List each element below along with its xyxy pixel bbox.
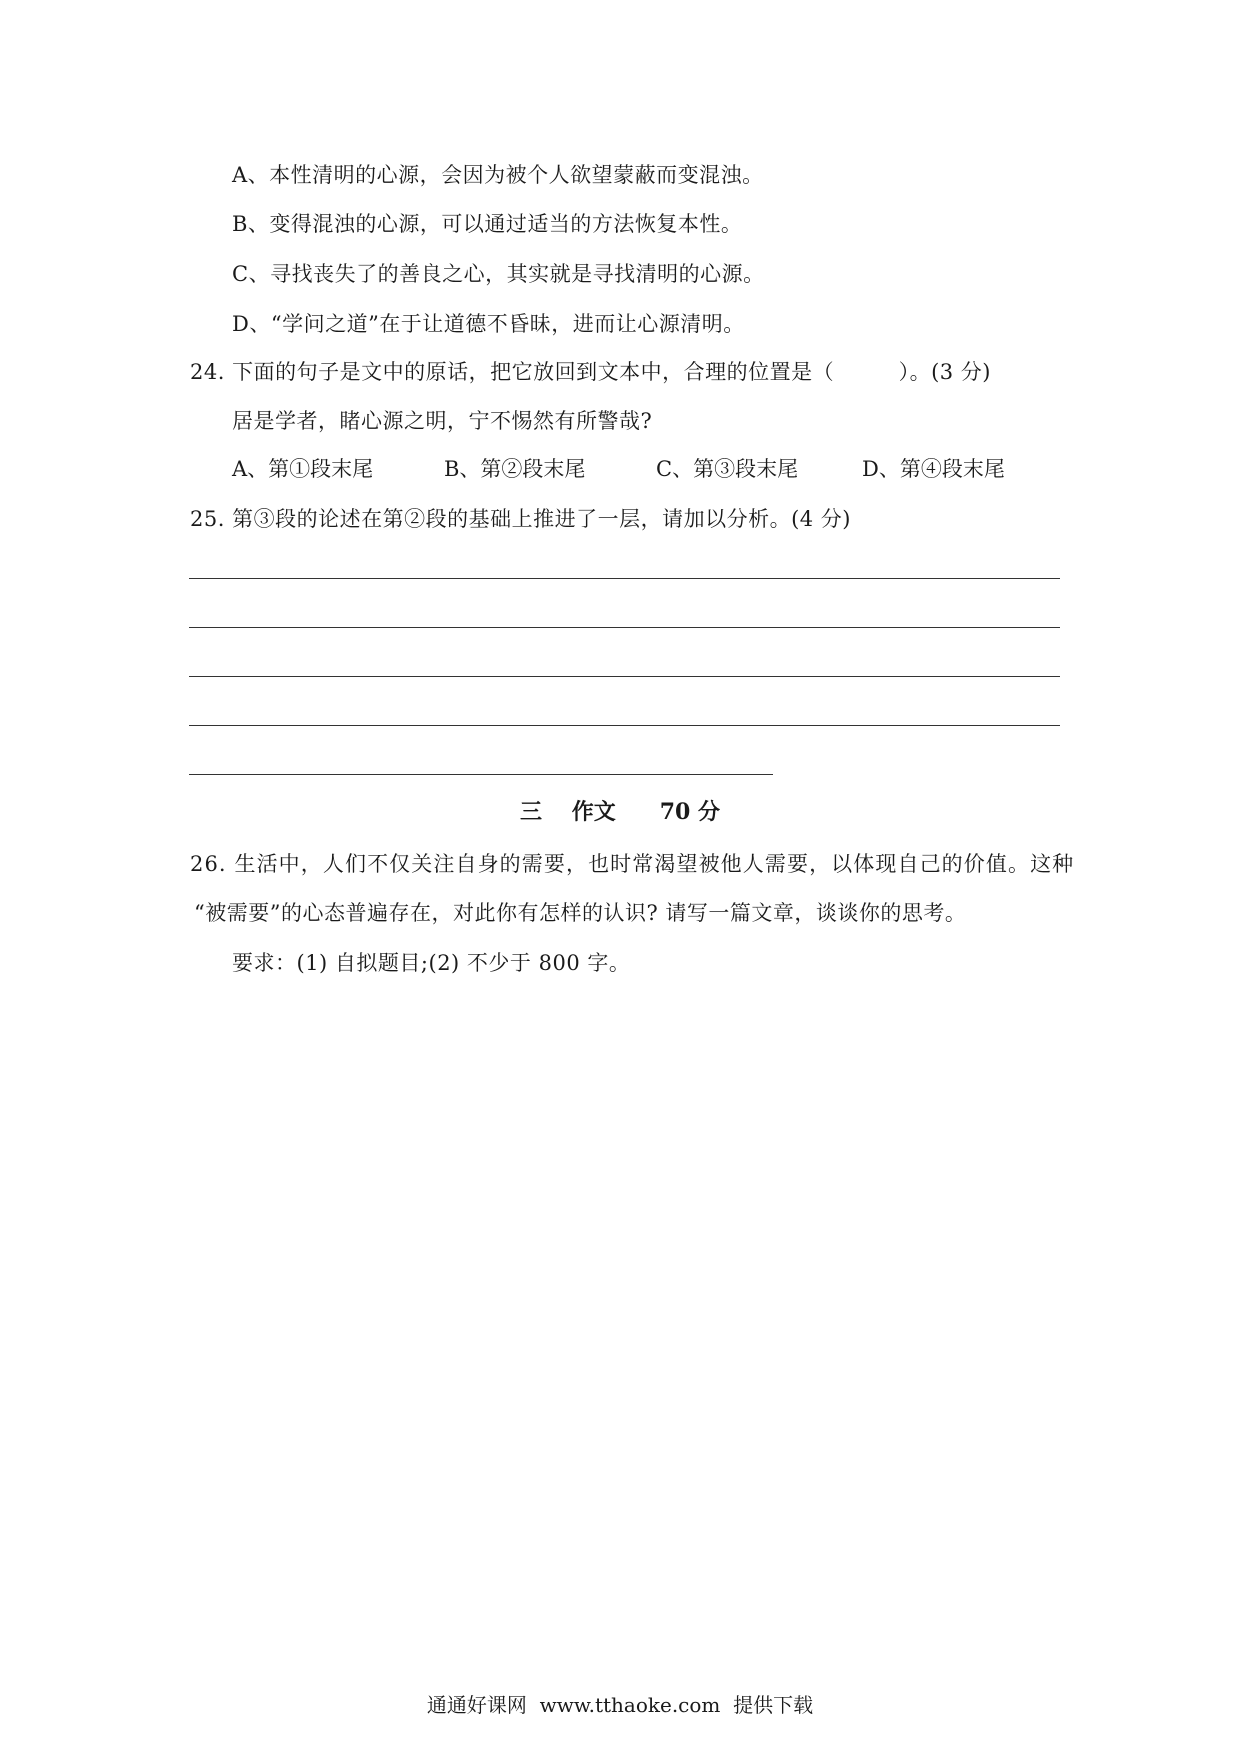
q24-stem: 24. 下面的句子是文中的原话，把它放回到文本中，合理的位置是（ ）。(3 分) (190, 360, 991, 384)
q23-option-a: A、本性清明的心源，会因为被个人欲望蒙蔽而变混浊。 (232, 163, 764, 187)
q24-option-b: B、第②段末尾 (444, 457, 586, 481)
q23-option-d: D、“学问之道”在于让道德不昏昧，进而让心源清明。 (232, 312, 745, 336)
q25-stem: 25. 第③段的论述在第②段的基础上推进了一层，请加以分析。(4 分) (190, 507, 851, 531)
q24-option-d: D、第④段末尾 (862, 457, 1005, 481)
q26-prompt-line-2: “被需要”的心态普遍存在，对此你有怎样的认识? 请写一篇文章，谈谈你的思考。 (194, 901, 967, 925)
answer-line (189, 676, 1060, 677)
section-heading: 三 作文 70 分 (520, 799, 720, 825)
answer-line (189, 725, 1060, 726)
page-footer: 通通好课网 www.tthaoke.com 提供下载 (426, 1693, 814, 1717)
answer-line (189, 627, 1060, 628)
q26-prompt-line-1: 26. 生活中，人们不仅关注自身的需要，也时常渴望被他人需要，以体现自己的价值。这种 (190, 852, 1075, 876)
q24-option-c: C、第③段末尾 (656, 457, 799, 481)
q23-option-c: C、寻找丧失了的善良之心，其实就是寻找清明的心源。 (232, 262, 765, 286)
q24-quote: 居是学者，睹心源之明，宁不惕然有所警哉? (232, 409, 653, 433)
q23-option-b: B、变得混浊的心源，可以通过适当的方法恢复本性。 (232, 212, 743, 236)
answer-line (189, 774, 773, 775)
q26-requirements: 要求：(1) 自拟题目;(2) 不少于 800 字。 (232, 951, 631, 975)
answer-line (189, 578, 1060, 579)
q24-option-a: A、第①段末尾 (232, 457, 374, 481)
q24-options (232, 454, 1032, 484)
